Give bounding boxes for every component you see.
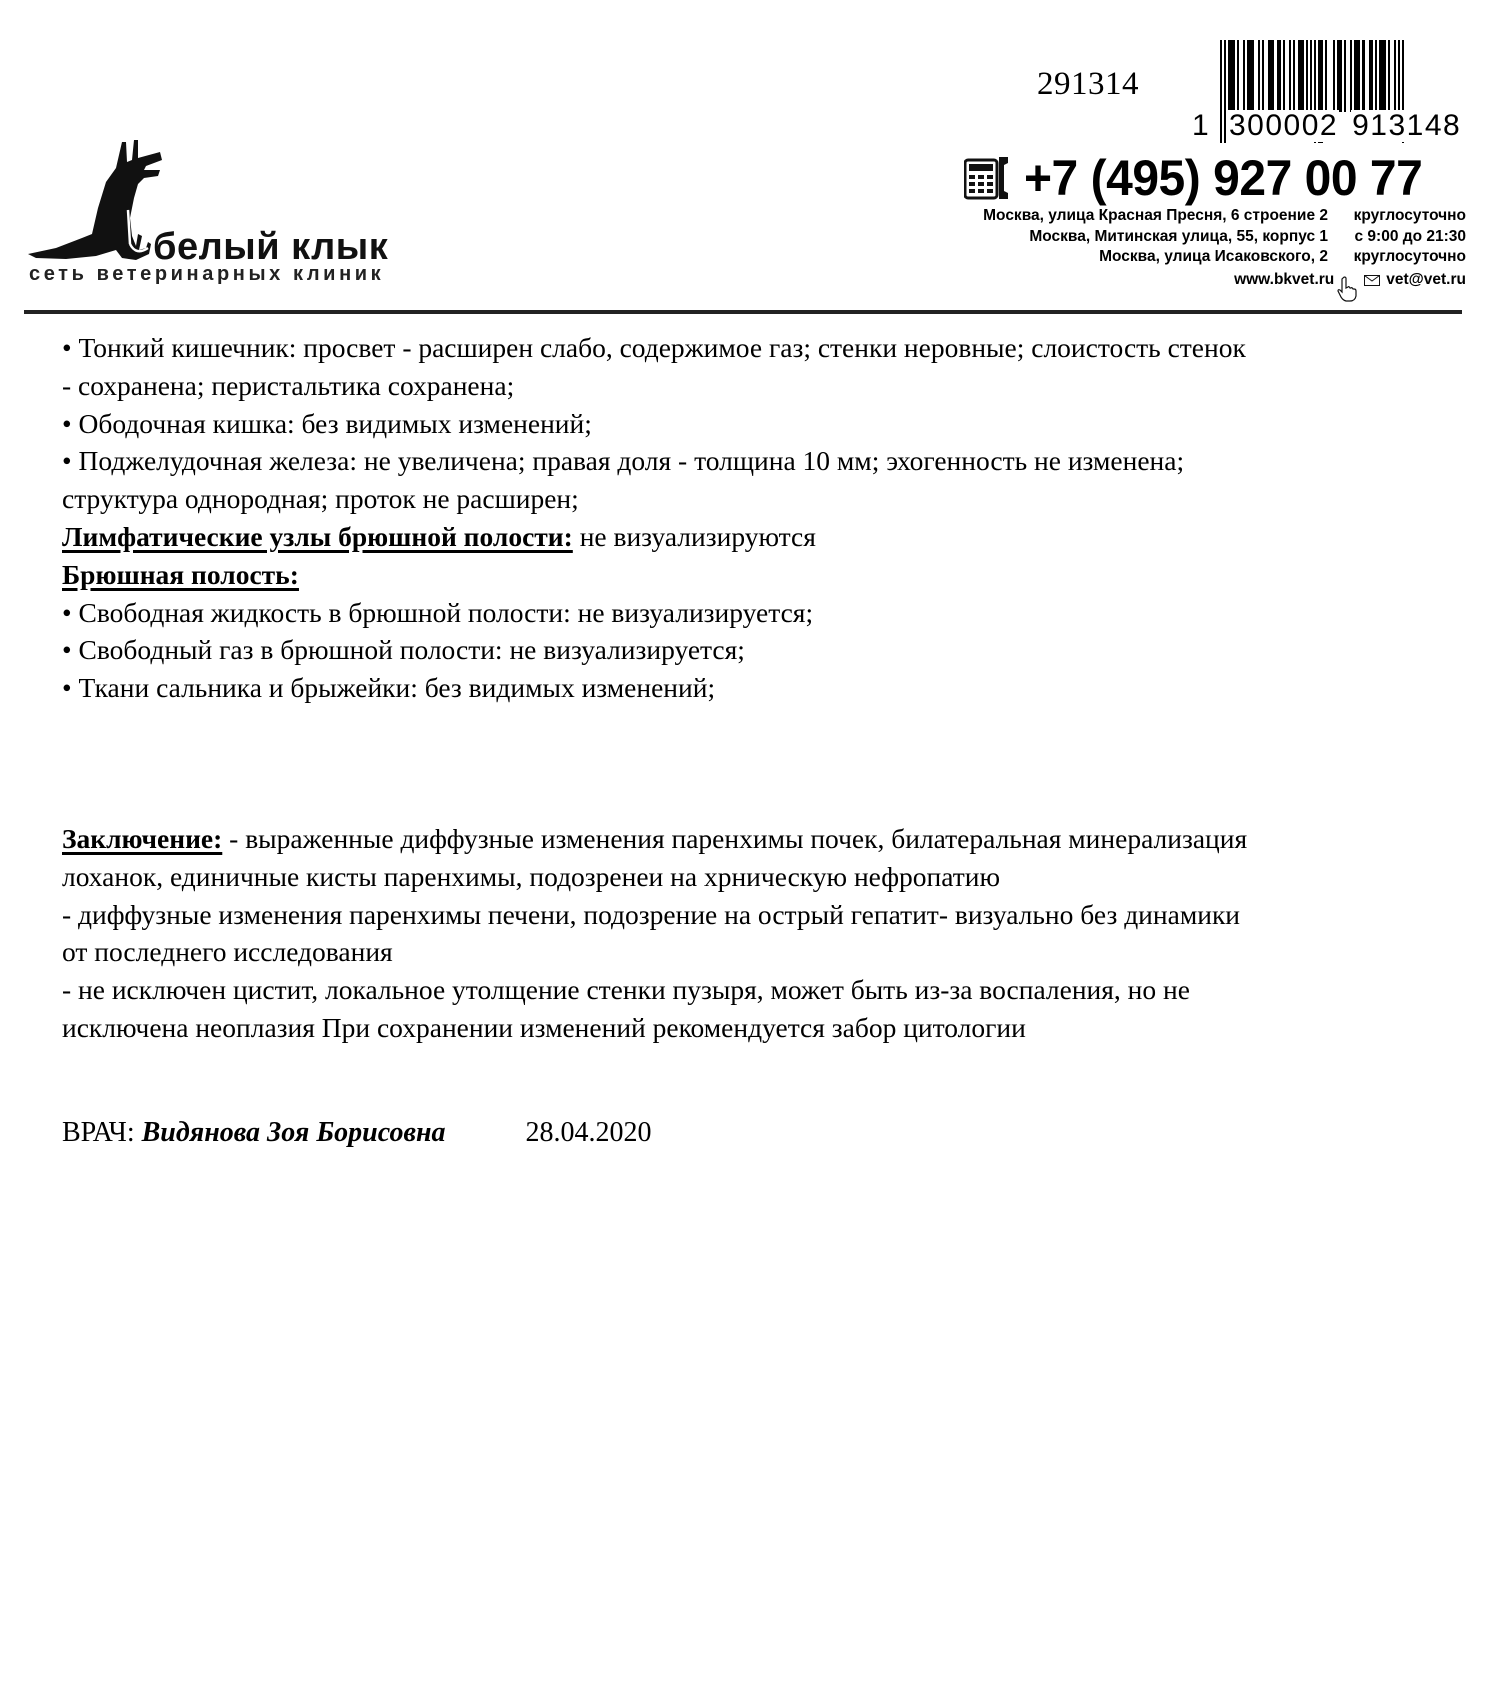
conclusion-line: от последнего исследования — [62, 936, 393, 968]
lymph-nodes-section — [62, 518, 1462, 556]
clinic-name: белый клык — [153, 226, 389, 268]
mail-icon — [1364, 275, 1380, 286]
address-text: Москва, Митинская улица, 55, корпус 1 — [1029, 227, 1328, 245]
hours-text: круглосуточно — [1353, 248, 1466, 265]
clinic-subtitle: сеть ветеринарных клиник — [29, 263, 385, 285]
address-text: Москва, улица Исаковского, 2 — [1099, 248, 1328, 265]
address-text: Москва, улица Красная Пресня, 6 строение 2 — [983, 207, 1328, 224]
doctor-name: Видянова Зоя Борисовна — [141, 1117, 446, 1148]
hours-text: круглосуточно — [1353, 207, 1466, 224]
address-row — [983, 247, 1466, 268]
conclusion-line: - диффузные изменения паренхимы печени, подозрение на острый гепатит- визуально без динамики — [62, 898, 1241, 930]
spacer — [62, 707, 1462, 820]
conclusion-first-line: - выраженные диффузные изменения паренхимы почек, билатеральная минерализация — [222, 822, 1248, 854]
lymph-nodes-heading: Лимфатические узлы брюшной полости: — [62, 520, 573, 552]
report-body — [62, 329, 1462, 1047]
barcode-lead-digit: 1 — [1192, 109, 1209, 142]
phone-number[interactable]: +7 (495) 927 00 77 — [1024, 150, 1423, 206]
conclusion-heading: Заключение: — [62, 822, 223, 854]
phone-icon — [964, 155, 1010, 201]
barcode-group-1: 300002 — [1229, 109, 1339, 142]
clinic-addresses — [983, 206, 1466, 294]
conclusion-section — [62, 820, 1462, 858]
abdomen-line: • Свободный газ в брюшной полости: не визуализируется; — [62, 634, 745, 666]
clinic-logo — [26, 138, 396, 288]
conclusion-line: исключена неоплазия При сохранении изменений рекомендуется забор цитологии — [62, 1011, 1026, 1043]
conclusion-line: лоханок, единичные кисты паренхимы, подозренеи на хрническую нефропатию — [62, 860, 1001, 892]
abdomen-heading — [62, 556, 1462, 594]
barcode-group-2: 913148 — [1352, 109, 1462, 142]
email-link[interactable]: vet@vet.ru — [1386, 271, 1466, 289]
abdomen-line: • Свободная жидкость в брюшной полости: не визуализируется; — [62, 596, 814, 628]
conclusion-line: - не исключен цистит, локальное утолщение стенки пузыря, может быть из-за воспаления, но не — [62, 974, 1190, 1006]
abdomen-line: • Ткани сальника и брыжейки: без видимых изменений; — [62, 672, 716, 704]
website-link[interactable]: www.bkvet.ru — [1234, 271, 1335, 289]
report-line: • Тонкий кишечник: просвет - расширен слабо, содержимое газ; стенки неровные; слоистость стенок — [62, 332, 1246, 363]
report-line: - сохранена; перистальтика сохранена; — [62, 369, 515, 401]
header-divider — [24, 310, 1462, 314]
abdomen-heading-text: Брюшная полость: — [62, 558, 299, 590]
signature-line — [62, 1117, 652, 1149]
address-row — [983, 227, 1466, 248]
report-line: структура однородная; проток не расширен; — [62, 483, 579, 515]
doctor-label: ВРАЧ: — [62, 1117, 142, 1148]
report-line: • Поджелудочная железа: не увеличена; правая доля - толщина 10 мм; эхогенность не изменена; — [62, 445, 1185, 477]
barcode-digits — [1228, 110, 1468, 142]
address-row — [983, 206, 1466, 227]
lymph-nodes-text: не визуализируются — [572, 520, 816, 552]
report-line: • Ободочная кишка: без видимых изменений; — [62, 407, 592, 439]
document-number: 291314 — [1037, 66, 1139, 102]
phone-row — [964, 152, 1439, 204]
barcode — [1192, 40, 1468, 143]
signature-date: 28.04.2020 — [525, 1117, 652, 1148]
contact-row — [983, 268, 1466, 294]
hours-text: с 9:00 до 21:30 — [1354, 227, 1466, 245]
hand-pointer-icon — [1336, 276, 1358, 302]
